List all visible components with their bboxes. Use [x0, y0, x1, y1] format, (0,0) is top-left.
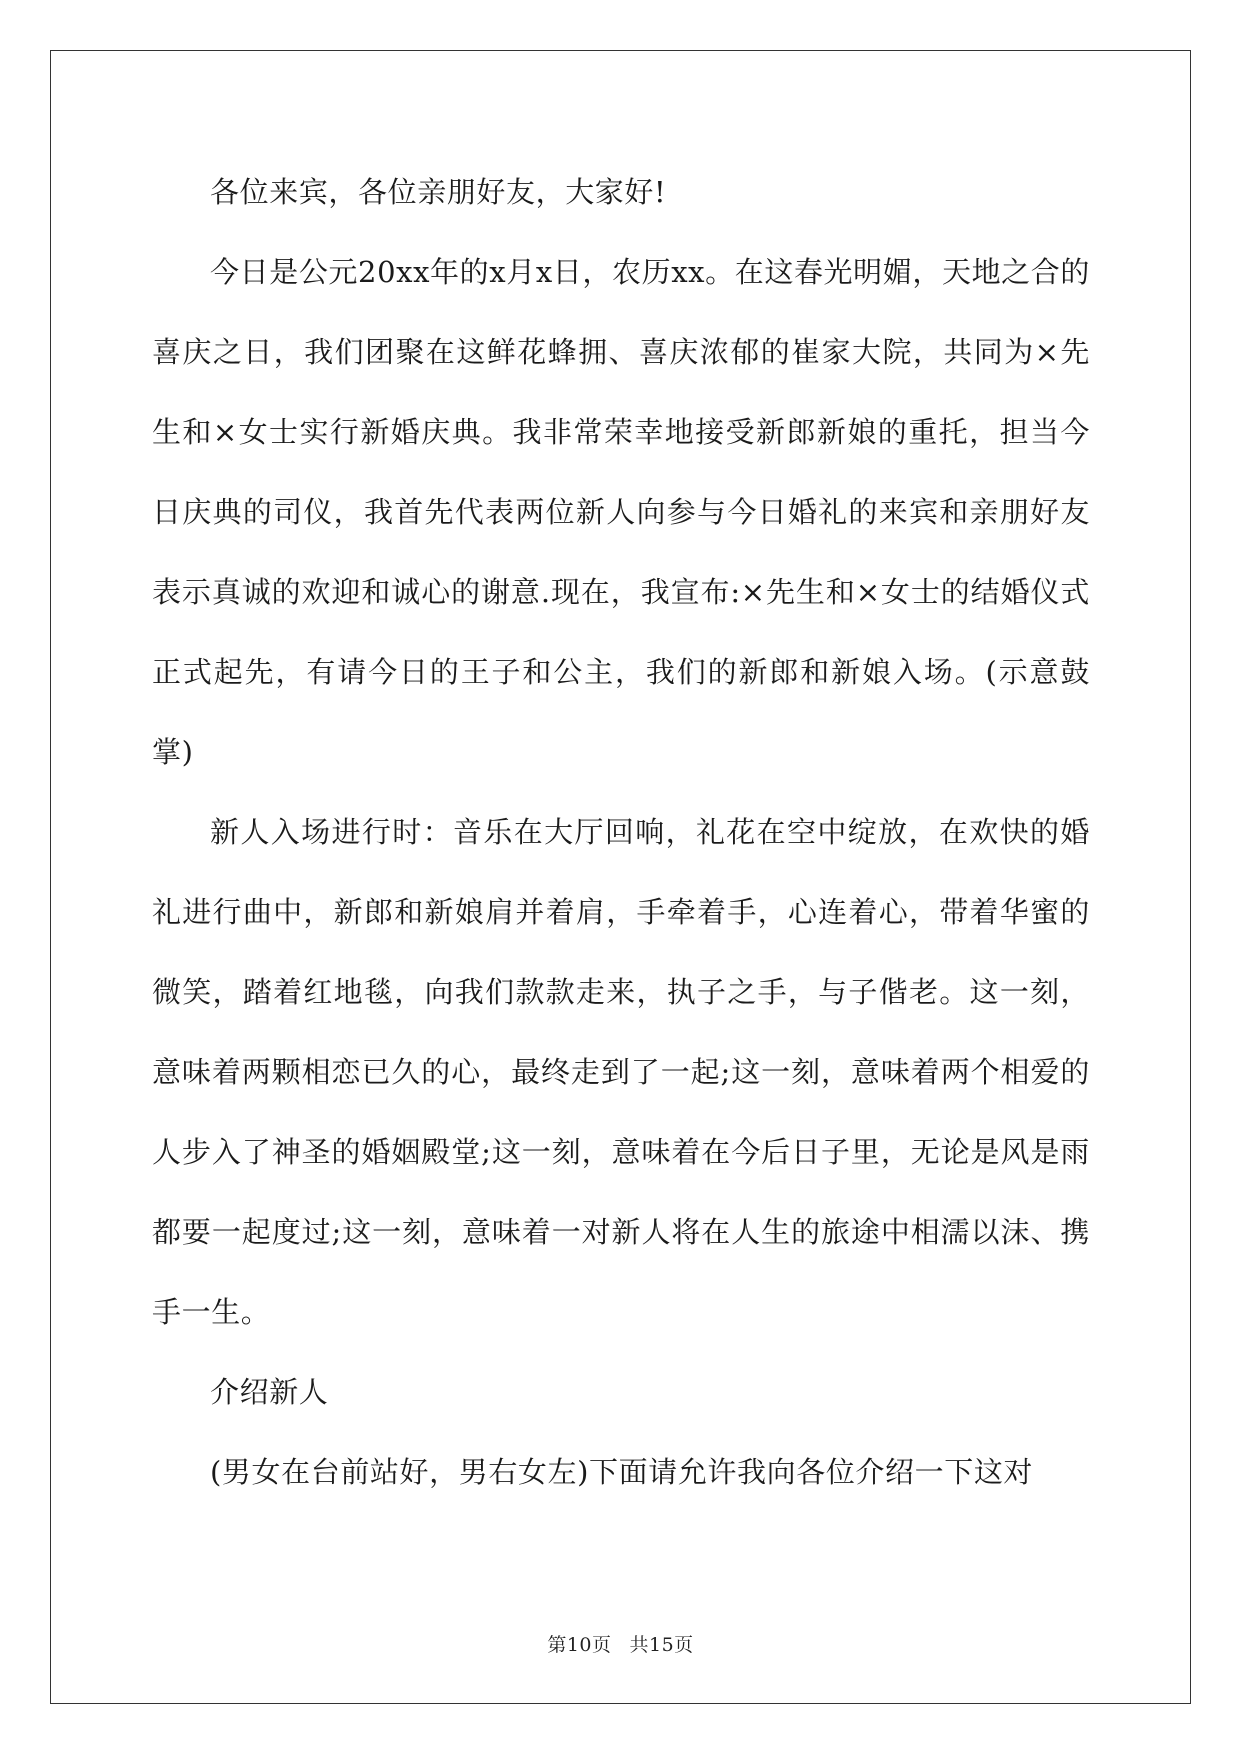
document-body: [152, 152, 1090, 1512]
paragraph-entrance: 新人入场进行时：音乐在大厅回响，礼花在空中绽放，在欢快的婚礼进行曲中，新郎和新娘肩并着肩，手牵着手，心连着心，带着华蜜的微笑，踏着红地毯，向我们款款走来，执子之手，与子偕老。这一刻，意味着两颗相恋已久的心，最终走到了一起;这一刻，意味着两个相爱的人步入了神圣的婚姻殿堂;这一刻，意味着在今后日子里，无论是风是雨都要一起度过;这一刻，意味着一对新人将在人生的旅途中相濡以沫、携手一生。: [152, 815, 1090, 1329]
page-footer: [0, 1630, 1241, 1657]
page-total: 共15页: [629, 1634, 694, 1656]
section-heading-introduce: 介绍新人: [210, 1375, 329, 1409]
page-number: 第10页: [547, 1634, 612, 1656]
paragraph-introduce: (男女在台前站好，男右女左)下面请允许我向各位介绍一下这对: [210, 1455, 1034, 1489]
paragraph-opening: 今日是公元20xx年的x月x日，农历xx。在这春光明媚，天地之合的喜庆之日，我们团聚在这鲜花蜂拥、喜庆浓郁的崔家大院，共同为×先生和×女士实行新婚庆典。我非常荣幸地接受新郎新娘的重托，担当今日庆典的司仪，我首先代表两位新人向参与今日婚礼的来宾和亲朋好友表示真诚的欢迎和诚心的谢意.现在，我宣布:×先生和×女士的结婚仪式正式起先，有请今日的王子和公主，我们的新郎和新娘入场。(示意鼓掌): [152, 255, 1090, 769]
paragraph-greeting: 各位来宾，各位亲朋好友，大家好!: [210, 175, 667, 209]
